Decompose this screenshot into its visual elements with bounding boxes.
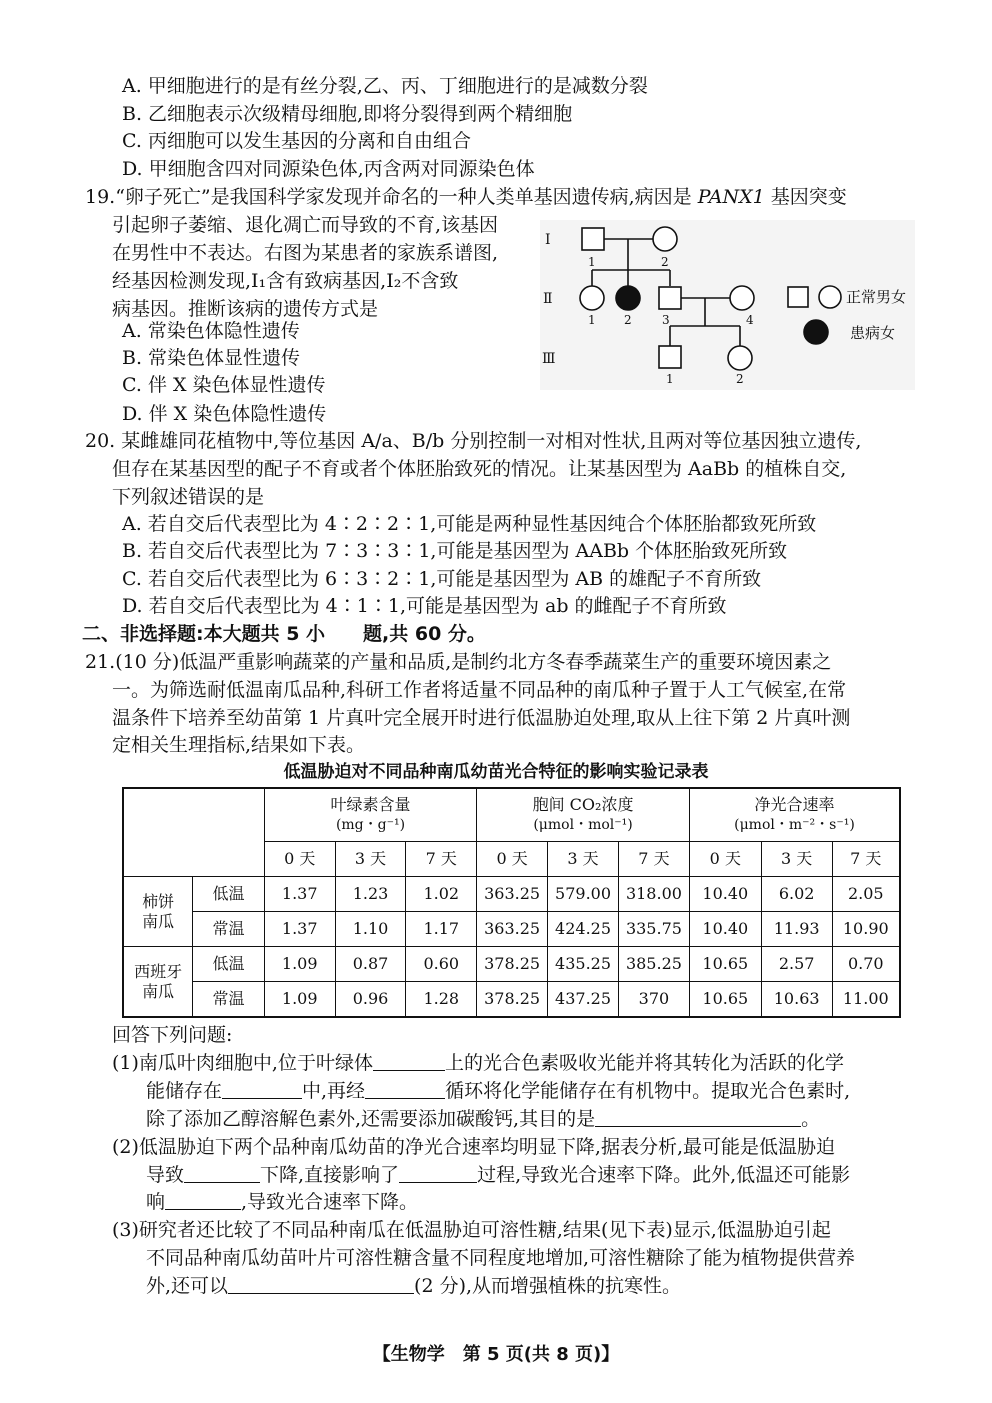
day-header: 7 天 xyxy=(618,842,689,877)
gen-label: Ⅱ xyxy=(543,291,553,307)
q19-stem-line: 经基因检测发现,Ⅰ₁含有致病基因,Ⅰ₂不含致 xyxy=(112,270,459,292)
day-header: 0 天 xyxy=(689,842,761,877)
q18-option-a: A. 甲细胞进行的是有丝分裂,乙、丙、丁细胞进行的是减数分裂 xyxy=(122,75,648,97)
q19-stem-line: 在男性中不表达。右图为某患者的家族系谱图, xyxy=(112,242,499,264)
q21-stem-line: 温条件下培养至幼苗第 1 片真叶完全展开时进行低温胁迫处理,取从上往下第 2 片真叶测 xyxy=(112,707,851,729)
table-header: 净光合速率 (μmol・m⁻²・s⁻¹) xyxy=(689,788,900,842)
q21-part1-line1: (1)南瓜叶肉细胞中,位于叶绿体 上的光合色素吸收光能并将其转化为活跃的化学 xyxy=(112,1052,844,1074)
legend-affected-symbol xyxy=(804,320,828,344)
answer-blank[interactable] xyxy=(184,1162,260,1183)
q20-stem-line: 但存在某基因型的配子不育或者个体胚胎致死的情况。让某基因型为 AaBb 的植株自交, xyxy=(112,458,847,480)
q20-option-a: A. 若自交后代表型比为 4∶2∶2∶1,可能是两种显性基因纯合个体胚胎都致死所致 xyxy=(122,513,817,535)
condition-cell: 常温 xyxy=(193,912,265,947)
table-title: 低温胁迫对不同品种南瓜幼苗光合特征的影响实验记录表 xyxy=(283,762,709,782)
answer-blank[interactable] xyxy=(228,1273,414,1294)
q21-part3-line3: 外,还可以 (2 分),从而增强植株的抗寒性。 xyxy=(146,1275,682,1297)
table-corner xyxy=(123,788,264,877)
svg-text:1: 1 xyxy=(588,313,596,327)
q19-stem-line1: 19.“卵子死亡”是我国科学家发现并命名的一种人类单基因遗传病,病因是 PANX1 基因突变 xyxy=(85,186,847,208)
day-header: 3 天 xyxy=(761,842,832,877)
svg-text:4: 4 xyxy=(746,313,754,327)
variety-cell: 柿饼 南瓜 xyxy=(123,877,193,947)
table-row: 常温 1.37 1.10 1.17 363.25 424.25 335.75 10.40 11.93 10.90 xyxy=(123,912,900,947)
q19-option-a: A. 常染色体隐性遗传 xyxy=(122,320,300,342)
day-header: 3 天 xyxy=(548,842,619,877)
q18-option-b: B. 乙细胞表示次级精母细胞,即将分裂得到两个精细胞 xyxy=(122,103,573,125)
q20-option-d: D. 若自交后代表型比为 4∶1∶1,可能是基因型为 ab 的雌配子不育所致 xyxy=(122,595,727,617)
male-symbol xyxy=(659,287,681,309)
q19-option-c: C. 伴 X 染色体显性遗传 xyxy=(122,374,326,396)
pedigree-chart xyxy=(540,220,915,390)
q20-stem-line: 下列叙述错误的是 xyxy=(112,486,265,508)
table-row: 常温 1.09 0.96 1.28 378.25 437.25 370 10.65 10.63 11.00 xyxy=(123,982,900,1018)
affected-female-symbol xyxy=(616,286,640,310)
day-header: 0 天 xyxy=(264,842,335,877)
page-footer: 【生物学 第 5 页(共 8 页)】 xyxy=(372,1344,620,1365)
day-header: 3 天 xyxy=(335,842,406,877)
female-symbol xyxy=(728,346,752,370)
q20-option-b: B. 若自交后代表型比为 7∶3∶3∶1,可能是基因型为 AABb 个体胚胎致死所致 xyxy=(122,540,788,562)
q19-option-d: D. 伴 X 染色体隐性遗传 xyxy=(122,403,327,425)
answer-intro: 回答下列问题: xyxy=(112,1024,233,1046)
q21-part1-line3: 除了添加乙醇溶解色素外,还需要添加碳酸钙,其目的是 。 xyxy=(146,1108,821,1130)
svg-text:1: 1 xyxy=(666,372,674,386)
legend-normal-label: 正常男女 xyxy=(846,288,907,306)
female-symbol xyxy=(730,286,754,310)
q21-part2-line2: 导致 下降,直接影响了 过程,导致光合速率下降。此外,低温还可能影 xyxy=(146,1164,851,1186)
male-symbol xyxy=(659,346,681,368)
legend-female-symbol xyxy=(819,286,841,308)
answer-blank[interactable] xyxy=(222,1078,302,1099)
q20-option-c: C. 若自交后代表型比为 6∶3∶2∶1,可能是基因型为 AB 的雄配子不育所致 xyxy=(122,568,762,590)
answer-blank[interactable] xyxy=(165,1189,241,1210)
condition-cell: 常温 xyxy=(193,982,265,1018)
day-header: 7 天 xyxy=(832,842,900,877)
data-table xyxy=(122,787,901,1018)
gen-label: Ⅲ xyxy=(542,351,556,367)
q19-stem-line: 引起卵子萎缩、退化凋亡而导致的不育,该基因 xyxy=(112,214,499,236)
gene-name: PANX1 xyxy=(697,186,765,208)
svg-text:3: 3 xyxy=(662,313,670,327)
female-symbol xyxy=(580,286,604,310)
q20-stem-line: 20. 某雌雄同花植物中,等位基因 A/a、B/b 分别控制一对相对性状,且两对等位基因独立遗传, xyxy=(85,430,862,452)
q21-stem-line: 21.(10 分)低温严重影响蔬菜的产量和品质,是制约北方冬春季蔬菜生产的重要环境因素之 xyxy=(85,651,832,673)
gen-label: Ⅰ xyxy=(545,232,551,248)
q21-part1-line2: 能储存在 中,再经 循环将化学能储存在有机物中。提取光合色素时, xyxy=(146,1080,851,1102)
answer-blank[interactable] xyxy=(595,1106,801,1127)
q21-part3-line2: 不同品种南瓜幼苗叶片可溶性糖含量不同程度地增加,可溶性糖除了能为植物提供营养 xyxy=(146,1247,856,1269)
q21-part2-line3: 响 ,导致光合速率下降。 xyxy=(146,1191,419,1213)
section-heading: 二、非选择题:本大题共 5 小 题,共 60 分。 xyxy=(82,623,486,645)
svg-text:2: 2 xyxy=(624,313,632,327)
variety-cell: 西班牙 南瓜 xyxy=(123,947,193,1018)
q21-part3-line1: (3)研究者还比较了不同品种南瓜在低温胁迫可溶性糖,结果(见下表)显示,低温胁迫引起 xyxy=(112,1219,831,1241)
answer-blank[interactable] xyxy=(365,1078,445,1099)
table-header: 胞间 CO₂浓度 (μmol・mol⁻¹) xyxy=(477,788,690,842)
q21-stem-line: 定相关生理指标,结果如下表。 xyxy=(112,734,366,756)
legend-affected-label: 患病女 xyxy=(850,324,896,342)
legend-male-symbol xyxy=(788,287,808,307)
table-header: 叶绿素含量 (mg・g⁻¹) xyxy=(264,788,476,842)
q19-stem-line: 病基因。推断该病的遗传方式是 xyxy=(112,298,379,320)
q18-option-d: D. 甲细胞含四对同源染色体,丙含两对同源染色体 xyxy=(122,158,535,180)
answer-blank[interactable] xyxy=(399,1162,477,1183)
svg-text:2: 2 xyxy=(736,372,744,386)
day-header: 7 天 xyxy=(406,842,477,877)
table-row: 西班牙 南瓜 低温 1.09 0.87 0.60 378.25 435.25 385.25 10.65 2.57 0.70 xyxy=(123,947,900,982)
condition-cell: 低温 xyxy=(193,877,265,912)
day-header: 0 天 xyxy=(477,842,548,877)
svg-text:1: 1 xyxy=(588,255,596,269)
svg-text:2: 2 xyxy=(661,255,669,269)
female-symbol xyxy=(653,227,677,251)
answer-blank[interactable] xyxy=(373,1050,445,1071)
q18-option-c: C. 丙细胞可以发生基因的分离和自由组合 xyxy=(122,130,471,152)
q21-part2-line1: (2)低温胁迫下两个品种南瓜幼苗的净光合速率均明显下降,据表分析,最可能是低温胁迫 xyxy=(112,1136,835,1158)
table-row: 柿饼 南瓜 低温 1.37 1.23 1.02 363.25 579.00 318.00 10.40 6.02 2.05 xyxy=(123,877,900,912)
condition-cell: 低温 xyxy=(193,947,265,982)
male-symbol xyxy=(582,228,604,250)
q19-option-b: B. 常染色体显性遗传 xyxy=(122,347,301,369)
q21-stem-line: 一。为筛选耐低温南瓜品种,科研工作者将适量不同品种的南瓜种子置于人工气候室,在常 xyxy=(112,679,847,701)
